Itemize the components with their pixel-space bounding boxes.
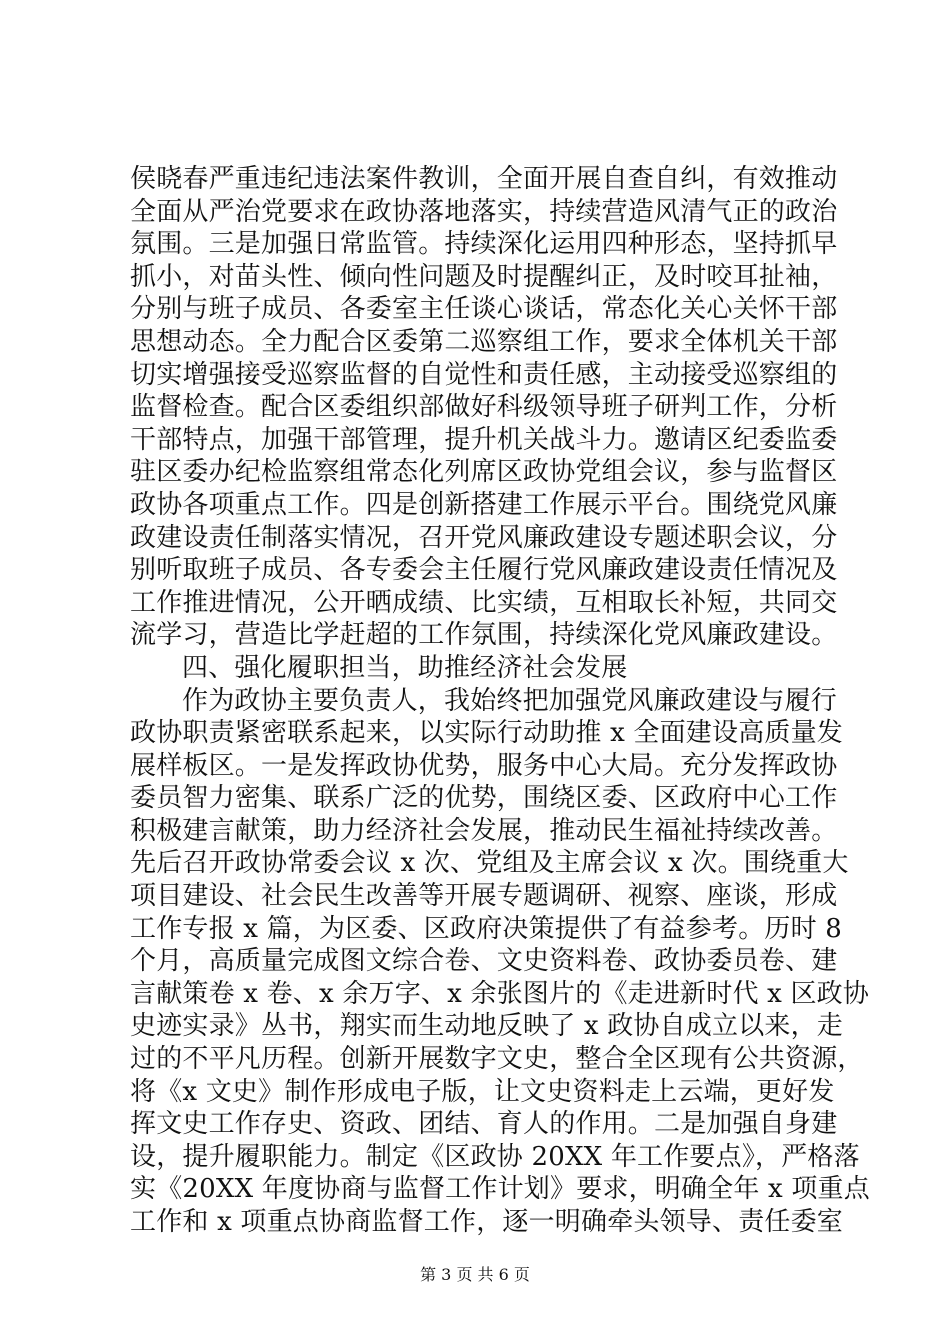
text-line: 工作和 x 项重点协商监督工作，逐一明确牵头领导、责任委室	[130, 1207, 843, 1237]
text-line: 监督检查。配合区委组织部做好科级领导班子研判工作，分析	[130, 392, 838, 423]
text-line: 切实增强接受巡察监督的自觉性和责任感，主动接受巡察组的	[130, 359, 838, 390]
text-line: 全面从严治党要求在政协落地落实，持续营造风清气正的政治	[130, 196, 838, 227]
text-line: 史迹实录》丛书，翔实而生动地反映了 x 政协自成立以来，走	[130, 1011, 843, 1042]
text-line: 展样板区。一是发挥政协优势，服务中心大局。充分发挥政协	[130, 750, 838, 781]
text-line: 挥文史工作存史、资政、团结、育人的作用。二是加强自身建	[130, 1109, 838, 1140]
text-line: 氛围。三是加强日常监管。持续深化运用四种形态，坚持抓早	[130, 229, 838, 260]
section-heading: 四、强化履职担当，助推经济社会发展	[182, 652, 628, 683]
text-line: 分别与班子成员、各委室主任谈心谈话，常态化关心关怀干部	[130, 294, 838, 325]
text-line: 言献策卷 x 卷、x 余万字、x 余张图片的《走进新时代 x 区政协	[130, 978, 870, 1009]
text-line: 个月，高质量完成图文综合卷、文史资料卷、政协委员卷、建	[130, 946, 838, 977]
text-line: 积极建言献策，助力经济社会发展，推动民生福祉持续改善。	[130, 815, 838, 846]
text-line: 工作专报 x 篇，为区委、区政府决策提供了有益参考。历时 8	[130, 913, 842, 944]
text-line: 驻区委办纪检监察组常态化列席区政协党组会议，参与监督区	[130, 457, 838, 488]
text-line: 流学习，营造比学赶超的工作氛围，持续深化党风廉政建设。	[130, 620, 838, 651]
text-line: 政建设责任制落实情况，召开党风廉政建设专题述职会议，分	[130, 522, 838, 553]
text-line: 项目建设、社会民生改善等开展专题调研、视察、座谈，形成	[130, 881, 838, 912]
text-line: 过的不平凡历程。创新开展数字文史，整合全区现有公共资源，	[130, 1044, 864, 1075]
page-number-footer: 第 3 页 共 6 页	[420, 1265, 530, 1284]
text-line: 工作推进情况，公开晒成绩、比实绩，互相取长补短，共同交	[130, 587, 838, 618]
text-line: 委员智力密集、联系广泛的优势，围绕区委、区政府中心工作	[130, 783, 838, 814]
text-line: 抓小，对苗头性、倾向性问题及时提醒纠正，及时咬耳扯袖，	[130, 261, 838, 292]
text-line: 政协职责紧密联系起来，以实际行动助推 x 全面建设高质量发	[130, 718, 843, 749]
text-line: 思想动态。全力配合区委第二巡察组工作，要求全体机关干部	[130, 326, 838, 357]
paragraph-first-line: 作为政协主要负责人，我始终把加强党风廉政建设与履行	[182, 685, 838, 716]
text-line: 干部特点，加强干部管理，提升机关战斗力。邀请区纪委监委	[130, 424, 838, 455]
text-line: 政协各项重点工作。四是创新搭建工作展示平台。围绕党风廉	[130, 489, 838, 520]
text-line: 设，提升履职能力。制定《区政协 20XX 年工作要点》，严格落	[130, 1141, 860, 1172]
text-line: 侯晓春严重违纪违法案件教训，全面开展自查自纠，有效推动	[130, 164, 838, 194]
body-text	[130, 163, 870, 1239]
text-line: 将《x 文史》制作形成电子版，让文史资料走上云端，更好发	[130, 1076, 835, 1107]
text-line: 别听取班子成员、各专委会主任履行党风廉政建设责任情况及	[130, 555, 838, 586]
text-line: 实《20XX 年度协商与监督工作计划》要求，明确全年 x 项重点	[130, 1174, 870, 1205]
text-line: 先后召开政协常委会议 x 次、党组及主席会议 x 次。围绕重大	[130, 848, 849, 879]
